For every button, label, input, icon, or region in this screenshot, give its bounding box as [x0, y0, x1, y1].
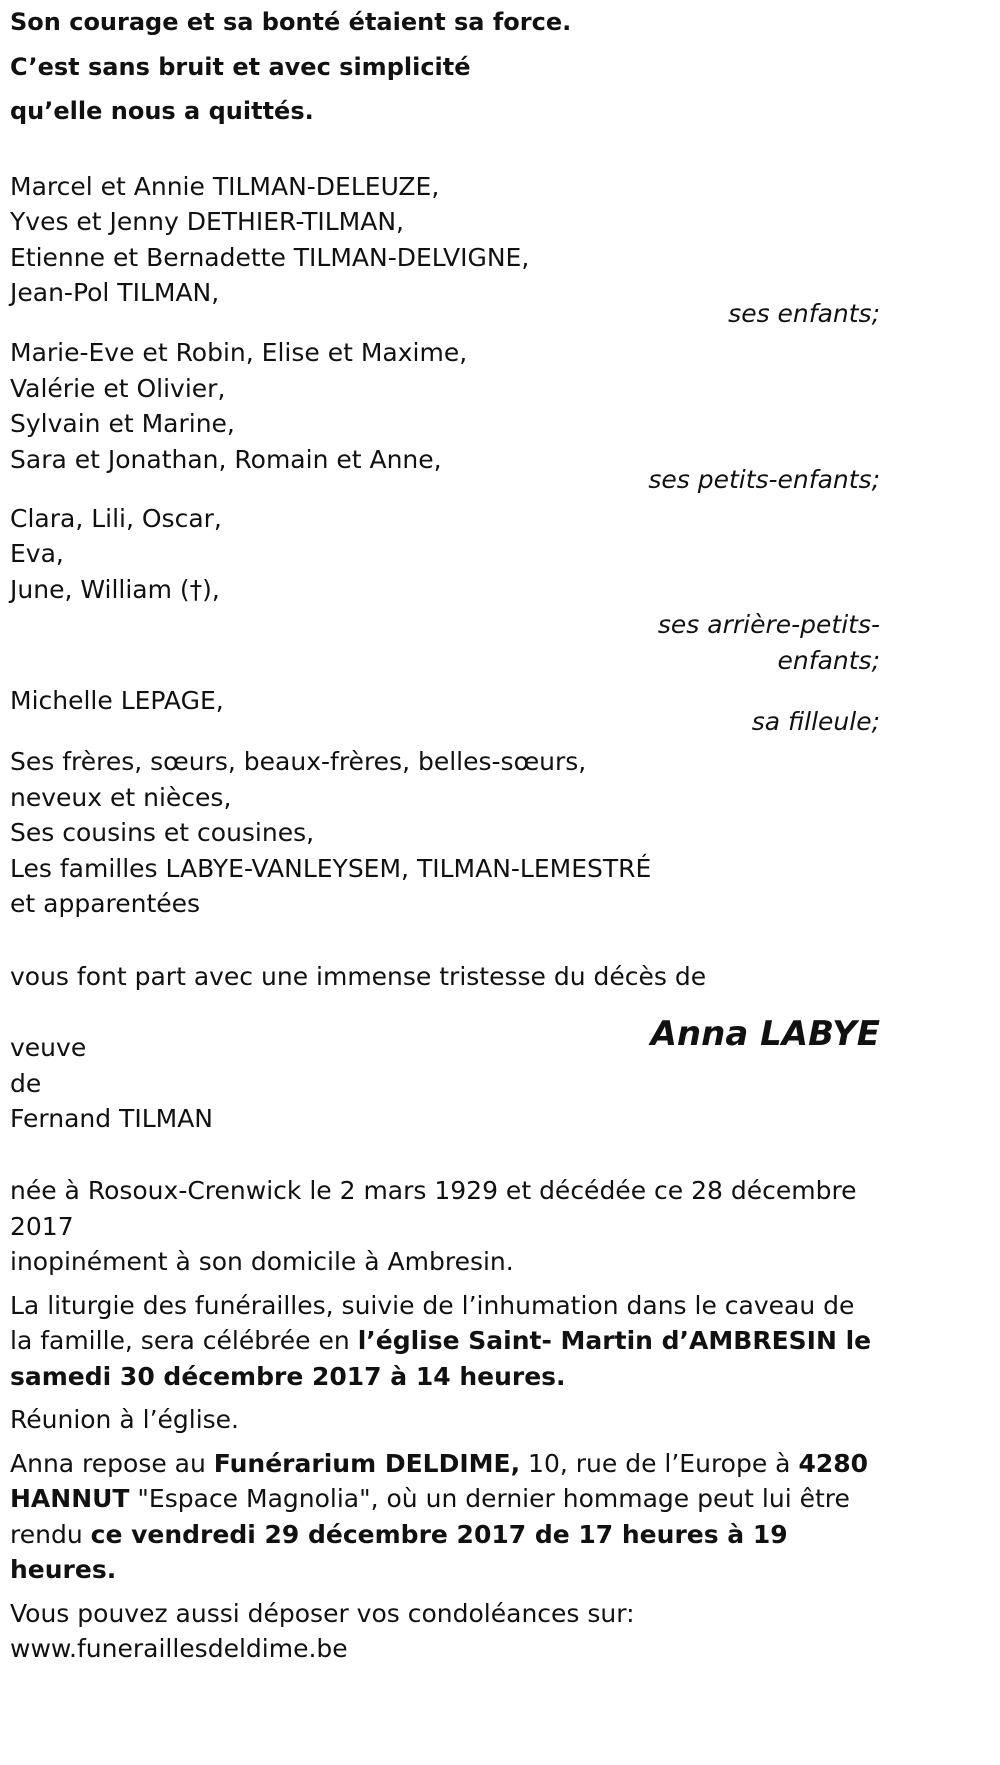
condolences-link[interactable]: www.funeraillesdeldime.be [10, 1634, 348, 1663]
visitation-time: ce vendredi 29 décembre 2017 de 17 heures à 19 heures. [10, 1519, 788, 1584]
widow-line: de [10, 1068, 42, 1098]
family-name-line: Clara, Lili, Oscar, [10, 503, 222, 533]
birth-death-line: née à Rosoux-Crenwick le 2 mars 1929 et décédée ce 28 décembre 2017 [10, 1176, 857, 1241]
reunion-text: Réunion à l’église. [10, 1405, 240, 1434]
family-name-line: Marie-Eve et Robin, Elise et Maxime, [10, 338, 468, 367]
liturgy-paragraph [10, 1288, 880, 1395]
family-name-line: Sylvain et Marine, [10, 409, 235, 438]
condolences-text: Vous pouvez aussi déposer vos condoléances sur: [10, 1598, 635, 1628]
relation-label: sa filleule; [751, 706, 880, 736]
repose-text: Anna repose au [10, 1448, 214, 1478]
epigraph-line: C’est sans bruit et avec simplicité [10, 52, 471, 81]
family-name-line: Eva, [10, 539, 64, 568]
extended-family-line: Ses cousins et cousines, [10, 818, 315, 847]
extended-family-line: Les familles LABYE-VANLEYSEM, TILMAN-LEMESTRÉ [10, 853, 652, 883]
epigraph-line: qu’elle nous a quittés. [10, 97, 314, 125]
epigraph [10, 0, 880, 134]
repose-paragraph [10, 1446, 880, 1588]
extended-family-line: Ses frères, sœurs, beaux-frères, belles-sœurs, [10, 747, 587, 776]
relation-label: enfants; [777, 645, 880, 675]
family-name-line: Yves et Jenny DETHIER-TILMAN, [10, 207, 404, 236]
condolences-paragraph [10, 1596, 880, 1667]
deceased-block [10, 1014, 880, 1136]
repose-text: "Espace Magnolia", où un dernier hommage peut lui être rendu [10, 1484, 850, 1549]
family-name-line: Michelle LEPAGE, [10, 686, 224, 715]
widow-line: Fernand TILMAN [10, 1104, 214, 1133]
liturgy-location-time: l’église Saint- Martin d’AMBRESIN le samedi 30 décembre 2017 à 14 heures. [10, 1326, 872, 1391]
extended-family-line: neveux et nièces, [10, 782, 232, 812]
family-group-grandchildren [10, 335, 880, 498]
family-group-children [10, 169, 880, 332]
family-name-line: Valérie et Olivier, [10, 373, 226, 403]
family-group-goddaughter [10, 683, 880, 739]
deceased-name: Anna LABYE [650, 1014, 880, 1054]
funerarium-name: Funérarium DELDIME, [213, 1448, 521, 1478]
family-name-line: Etienne et Bernadette TILMAN-DELVIGNE, [10, 242, 530, 272]
birth-death-paragraph [10, 1173, 880, 1280]
extended-family-line: et apparentées [10, 889, 201, 918]
funerarium-city: 4280 HANNUT [10, 1448, 869, 1513]
birth-death-line: inopinément à son domicile à Ambresin. [10, 1247, 514, 1276]
repose-text: 10, rue de l’Europe à [520, 1448, 799, 1478]
relation-label: ses enfants; [728, 298, 880, 328]
family-name-line: Marcel et Annie TILMAN-DELEUZE, [10, 171, 440, 201]
epigraph-line: Son courage et sa bonté étaient sa force. [10, 8, 572, 36]
relation-label: ses petits-enfants; [648, 465, 880, 494]
widow-line: veuve [10, 1033, 87, 1062]
announcement: vous font part avec une immense tristesse du décès de [10, 961, 707, 991]
family-name-line: June, William (†), [10, 574, 220, 604]
extended-family [10, 744, 880, 922]
family-group-great-grandchildren [10, 501, 880, 679]
relation-label: ses arrière-petits- [657, 610, 880, 639]
family-name-line: Jean-Pol TILMAN, [10, 278, 220, 307]
obituary-content [10, 0, 880, 1667]
liturgy-text: La liturgie des funérailles, suivie de l’inhumation dans le caveau de la famille, sera célébrée en [10, 1290, 855, 1355]
family-name-line: Sara et Jonathan, Romain et Anne, [10, 444, 442, 474]
